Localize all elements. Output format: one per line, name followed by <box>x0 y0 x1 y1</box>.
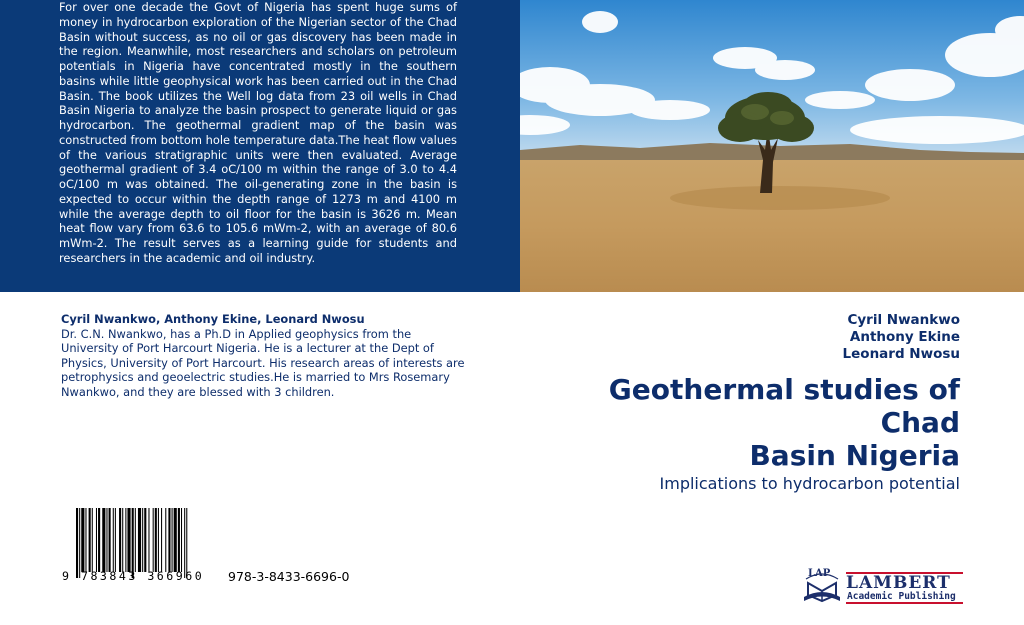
barcode-bar <box>158 508 159 572</box>
barcode-bar <box>125 508 126 572</box>
barcode-bar <box>81 508 84 572</box>
barcode-bar <box>174 508 177 572</box>
barcode-bar <box>165 508 166 572</box>
barcode-bar <box>109 508 111 572</box>
barcode-bar <box>144 508 146 572</box>
book-title-line-1: Geothermal studies of Chad <box>608 373 960 439</box>
barcode-bar <box>178 508 180 572</box>
barcode-bar <box>153 508 154 572</box>
publisher-rule-bottom <box>846 602 963 604</box>
isbn-number: 978-3-8433-6696-0 <box>228 569 350 584</box>
front-author-1: Cyril Nwankwo <box>847 312 960 328</box>
barcode-bar <box>148 508 149 572</box>
back-cover-blurb-panel <box>0 0 520 292</box>
front-cover-info <box>530 312 960 495</box>
barcode-bar <box>127 508 130 572</box>
barcode-bar <box>138 508 141 572</box>
barcode-bar <box>102 508 105 572</box>
barcode-bar <box>172 508 173 572</box>
barcode-bar <box>96 508 97 572</box>
barcode-bar <box>89 508 91 572</box>
publisher-emblem-text: LAP <box>808 568 831 579</box>
barcode-digits: 9 783843 366960 <box>62 569 205 583</box>
barcode-bar <box>119 508 121 572</box>
barcode-bar <box>122 508 123 572</box>
publisher-subline: Academic Publishing <box>847 591 956 602</box>
barcode-bar <box>135 508 136 572</box>
barcode-bar <box>168 508 170 572</box>
author-bio <box>61 312 471 400</box>
front-author-3: Leonard Nwosu <box>842 346 960 362</box>
barcode-bar <box>142 508 143 572</box>
barcode-bar <box>106 508 107 572</box>
book-title <box>530 373 960 472</box>
barcode-bar <box>181 508 182 572</box>
barcode-bar <box>79 508 80 578</box>
barcode-bar <box>76 508 78 578</box>
barcode-bar <box>113 508 114 572</box>
barcode-bar <box>184 508 185 578</box>
book-title-line-2: Basin Nigeria <box>749 439 960 472</box>
barcode-bar <box>186 508 187 578</box>
blurb-text: For over one decade the Govt of Nigeria has spent huge sums of money in hydrocarbon exploration of the Nigerian sector of the Chad Basin without success, as no oil or gas discovery has been made in the region. Meanwhile, most researchers and scholars on petroleum potentials in Nigeria have concentrated mostly in the southern basins while little geophysical work has been carried out in the Chad Basin. The book utilizes the Well log data from 23 oil wells in Chad Basin Nigeria to analyze the basin prospect to generate liquid or gas hydrocarbon. The geothermal gradient map of the basin was constructed from bottom hole temperature data.The heat flow values of the various stratigraphic units were then evaluated. Average geothermal gradient of 3.4 oC/100 m within the range of 3.0 to 4.4 oC/100 m was obtained. The oil-generating zone in the basin is expected to occur within the depth range of 1273 m and 4100 m while the average depth to oil floor for the basin is 3626 m. Mean heat flow vary from 63.6 to 105.6 mWm-2, with an average of 80.6 mWm-2. The result serves as a learning guide for students and researchers in the academic and oil industry. <box>59 0 457 265</box>
barcode-bar <box>155 508 157 572</box>
barcode-bar <box>132 508 134 578</box>
cover-photo-landscape <box>520 0 1024 292</box>
bio-author-names: Cyril Nwankwo, Anthony Ekine, Leonard Nwosu <box>61 312 365 326</box>
publisher-logo <box>800 567 965 607</box>
barcode-bar <box>115 508 116 572</box>
barcode-bar <box>98 508 100 572</box>
book-subtitle: Implications to hydrocarbon potential <box>659 474 960 493</box>
barcode-bar <box>161 508 162 572</box>
barcode-bar <box>85 508 86 572</box>
bio-text: Dr. C.N. Nwankwo, has a Ph.D in Applied geophysics from the University of Port Harcourt Nigeria. He is a lecturer at the Dept of Physics, University of Port Harcourt. His research areas of interests are petrophysics and geoelectric studies.He is married to Mrs Rosemary Nwankwo, and they are blessed with 3 children. <box>61 326 465 399</box>
front-author-2: Anthony Ekine <box>849 329 960 345</box>
barcode-bar <box>92 508 93 572</box>
publisher-name: LAMBERT <box>846 573 951 593</box>
